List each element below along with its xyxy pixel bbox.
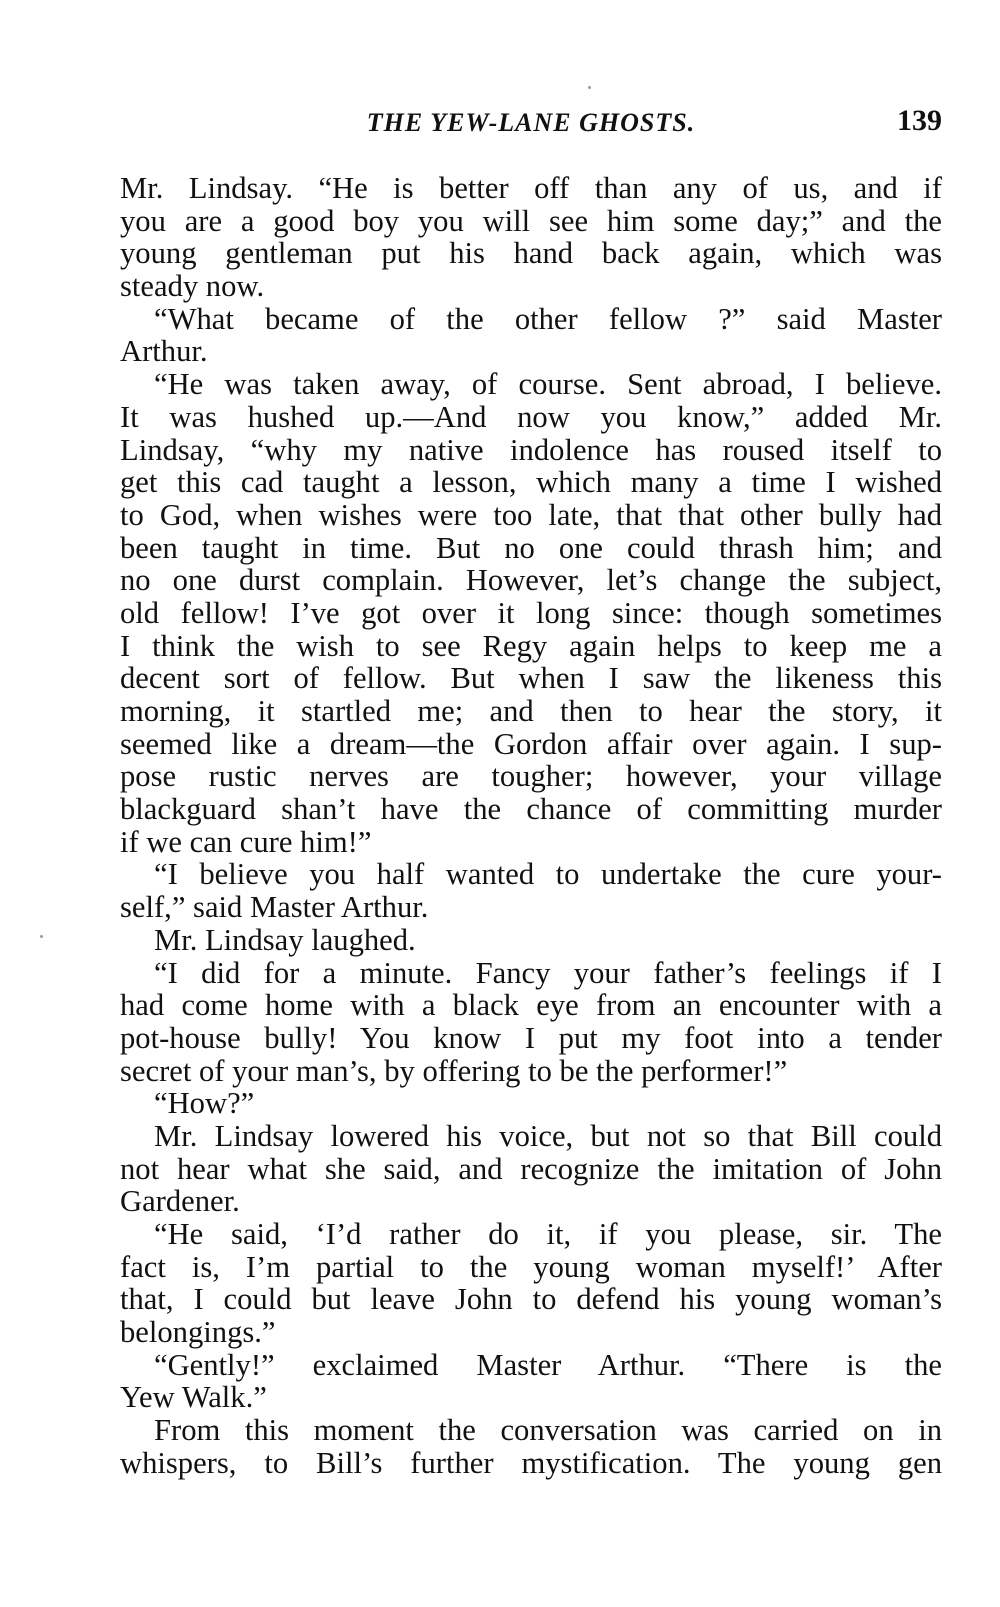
text-line: Yew Walk.” xyxy=(120,1380,267,1415)
paper-speck xyxy=(588,86,591,89)
text-line: to God, when wishes were too late, that that other bully had xyxy=(120,497,942,532)
text-line: no one durst complain. However, let’s change the subject, xyxy=(120,563,942,598)
text-line: you are a good boy you will see him some day;” and the xyxy=(120,203,942,238)
text-line: Gardener. xyxy=(120,1184,240,1219)
text-line: “How?” xyxy=(154,1086,255,1121)
page-number: 139 xyxy=(897,104,942,137)
text-line: not hear what she said, and recognize the imitation of John xyxy=(120,1151,942,1186)
text-line: whispers, to Bill’s further mystification. The young gen xyxy=(120,1445,942,1480)
text-line: Arthur. xyxy=(120,334,208,369)
text-line: seemed like a dream—the Gordon affair over again. I sup- xyxy=(120,726,942,761)
text-line: Mr. Lindsay laughed. xyxy=(154,922,416,957)
text-line: I think the wish to see Regy again helps to keep me a xyxy=(120,628,942,663)
text-line: had come home with a black eye from an encounter with a xyxy=(120,988,942,1023)
running-title: THE YEW-LANE GHOSTS. xyxy=(366,108,696,137)
text-line: if we can cure him!” xyxy=(120,824,372,859)
text-line: morning, it startled me; and then to hear the story, it xyxy=(120,694,942,728)
text-line: “I believe you half wanted to undertake the cure your- xyxy=(154,857,942,892)
text-line: blackguard shan’t have the chance of committing murder xyxy=(120,792,942,827)
text-line: been taught in time. But no one could thrash him; and xyxy=(120,530,942,565)
text-line: young gentleman put his hand back again, which was xyxy=(120,236,942,271)
text-line: self,” said Master Arthur. xyxy=(120,890,429,925)
text-line: “Gently!” exclaimed Master Arthur. “There is the xyxy=(154,1347,942,1382)
text-line: It was hushed up.—And now you know,” added Mr. xyxy=(120,399,942,434)
text-line: From this moment the conversation was carried on in xyxy=(154,1413,942,1448)
body-text xyxy=(120,172,942,1480)
text-line: “I did for a minute. Fancy your father’s feelings if I xyxy=(154,955,942,990)
text-line: pose rustic nerves are tougher; however, your village xyxy=(120,759,942,794)
text-line: “What became of the other fellow ?” said Master xyxy=(154,301,942,336)
text-line: secret of your man’s, by offering to be the performer!” xyxy=(120,1053,788,1088)
text-line: belongings.” xyxy=(120,1315,276,1350)
text-line: steady now. xyxy=(120,269,265,304)
text-line: get this cad taught a lesson, which many a time I wished xyxy=(120,465,942,500)
text-line: that, I could but leave John to defend his young woman’s xyxy=(120,1282,942,1317)
text-line: decent sort of fellow. But when I saw the likeness this xyxy=(120,661,942,696)
text-line: Mr. Lindsay lowered his voice, but not so that Bill could xyxy=(154,1118,942,1153)
text-line: fact is, I’m partial to the young woman myself!’ After xyxy=(120,1249,942,1284)
text-line: pot-house bully! You know I put my foot into a tender xyxy=(120,1020,942,1055)
page-header xyxy=(120,104,942,148)
text-line: “He was taken away, of course. Sent abroad, I believe. xyxy=(154,367,942,402)
text-line: old fellow! I’ve got over it long since: though sometimes xyxy=(120,595,942,630)
text-line: Lindsay, “why my native indolence has roused itself to xyxy=(120,432,942,467)
text-line: Mr. Lindsay. “He is better off than any of us, and if xyxy=(120,171,942,205)
paper-speck xyxy=(40,935,43,938)
text-line: “He said, ‘I’d rather do it, if you please, sir. The xyxy=(154,1217,942,1251)
